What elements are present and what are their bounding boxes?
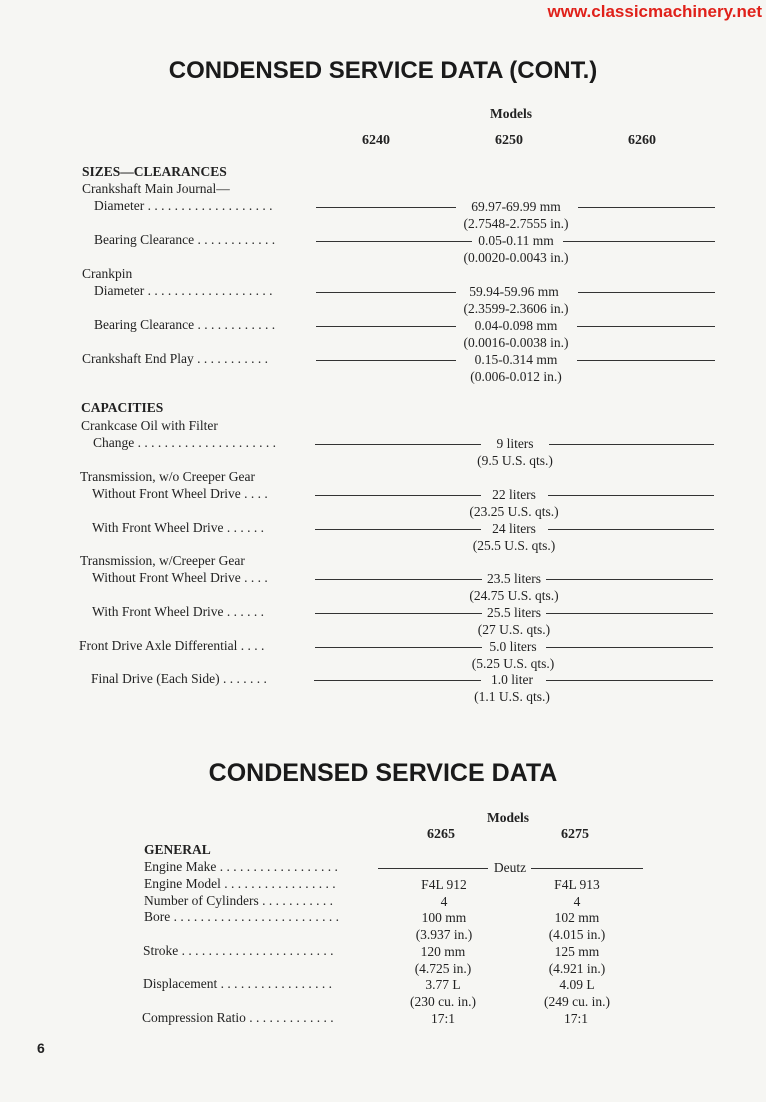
displacement-6275-in: (249 cu. in.)	[544, 994, 610, 1009]
section-title: CONDENSED SERVICE DATA	[208, 759, 558, 787]
engine-make-value: Deutz	[493, 860, 527, 875]
stroke-6275-in: (4.921 in.)	[548, 961, 606, 976]
cylinders-6275: 4	[573, 894, 581, 909]
with-fwd-value-us: (25.5 U.S. qts.)	[472, 538, 556, 553]
endplay-value-in: (0.006-0.012 in.)	[470, 369, 562, 384]
compression-label: Compression Ratio . . . . . . . . . . . . .	[142, 1010, 334, 1025]
stroke-6265: 120 mm	[420, 944, 466, 959]
crankpin-bearing-label: Bearing Clearance . . . . . . . . . . . .	[94, 317, 276, 332]
cylinders-6265: 4	[440, 894, 448, 909]
models-label: Models	[490, 106, 532, 121]
main-diameter-label: Diameter . . . . . . . . . . . . . . . . . . .	[94, 198, 273, 213]
main-diameter-value-in: (2.7548-2.7555 in.)	[463, 216, 569, 231]
compression-6275: 17:1	[563, 1011, 589, 1026]
displacement-label: Displacement . . . . . . . . . . . . . . . . .	[143, 976, 332, 991]
model-6240: 6240	[362, 133, 390, 148]
crankcase-label-1: Crankcase Oil with Filter	[81, 418, 218, 433]
trans-w-creeper-label: Transmission, w/Creeper Gear	[80, 553, 245, 568]
main-diameter-value: 69.97-69.99 mm	[471, 199, 561, 214]
final-drive-label: Final Drive (Each Side) . . . . . . .	[91, 671, 267, 686]
bore-6265-in: (3.937 in.)	[415, 927, 473, 942]
model-6265: 6265	[427, 827, 455, 842]
main-bearing-value: 0.05-0.11 mm	[478, 233, 554, 248]
crankcase-label-2: Change . . . . . . . . . . . . . . . . . . . . .	[93, 435, 276, 450]
bore-label: Bore . . . . . . . . . . . . . . . . . . . . . . . . .	[144, 909, 339, 924]
compression-6265: 17:1	[430, 1011, 456, 1026]
section-title-cont: CONDENSED SERVICE DATA (CONT.)	[168, 57, 598, 84]
with-fwd-label: With Front Wheel Drive . . . . . .	[92, 520, 265, 535]
trans-wo-creeper-label: Transmission, w/o Creeper Gear	[80, 469, 255, 484]
creeper-without-fwd-label: Without Front Wheel Drive . . . .	[92, 570, 268, 585]
stroke-label: Stroke . . . . . . . . . . . . . . . . . . . . . . .	[143, 943, 334, 958]
without-fwd-value-us: (23.25 U.S. qts.)	[469, 504, 559, 519]
engine-model-6265: F4L 912	[421, 877, 467, 892]
crankcase-value: 9 liters	[496, 436, 534, 451]
crankpin-diameter-value: 59.94-59.96 mm	[469, 284, 559, 299]
crankpin-bearing-value: 0.04-0.098 mm	[474, 318, 558, 333]
stroke-6265-in: (4.725 in.)	[414, 961, 472, 976]
stroke-6275: 125 mm	[554, 944, 600, 959]
front-axle-label: Front Drive Axle Differential . . . .	[79, 638, 265, 653]
displacement-6275: 4.09 L	[559, 977, 595, 992]
front-axle-value: 5.0 liters	[489, 639, 537, 654]
displacement-6265: 3.77 L	[425, 977, 461, 992]
with-fwd-value: 24 liters	[492, 521, 536, 536]
front-axle-value-us: (5.25 U.S. qts.)	[471, 656, 555, 671]
displacement-6265-in: (230 cu. in.)	[410, 994, 476, 1009]
crankshaft-main-journal-label: Crankshaft Main Journal—	[82, 181, 230, 196]
creeper-with-fwd-value-us: (27 U.S. qts.)	[477, 622, 551, 637]
endplay-value: 0.15-0.314 mm	[474, 352, 558, 367]
bore-6275: 102 mm	[554, 910, 600, 925]
model-6250: 6250	[495, 133, 523, 148]
site-watermark: www.classicmachinery.net	[547, 2, 762, 21]
crankpin-bearing-value-in: (0.0016-0.0038 in.)	[463, 335, 569, 350]
capacities-heading: CAPACITIES	[81, 400, 164, 415]
engine-make-label: Engine Make . . . . . . . . . . . . . . . . . .	[144, 859, 338, 874]
main-bearing-value-in: (0.0020-0.0043 in.)	[463, 250, 569, 265]
crankpin-diameter-label: Diameter . . . . . . . . . . . . . . . . . . .	[94, 283, 273, 298]
creeper-without-fwd-value: 23.5 liters	[487, 571, 541, 586]
engine-model-label: Engine Model . . . . . . . . . . . . . . . . .	[144, 876, 336, 891]
bore-6275-in: (4.015 in.)	[548, 927, 606, 942]
model-6260: 6260	[628, 133, 656, 148]
endplay-label: Crankshaft End Play . . . . . . . . . . .	[82, 351, 268, 366]
general-heading: GENERAL	[144, 842, 211, 857]
crankpin-diameter-value-in: (2.3599-2.3606 in.)	[463, 301, 569, 316]
crankpin-label: Crankpin	[82, 266, 133, 281]
bore-6265: 100 mm	[421, 910, 467, 925]
model-6275: 6275	[561, 827, 589, 842]
sizes-heading: SIZES—CLEARANCES	[82, 164, 227, 179]
without-fwd-value: 22 liters	[492, 487, 536, 502]
creeper-without-fwd-value-us: (24.75 U.S. qts.)	[469, 588, 559, 603]
crankcase-value-us: (9.5 U.S. qts.)	[477, 453, 553, 468]
models-label-2: Models	[487, 810, 529, 825]
cylinders-label: Number of Cylinders . . . . . . . . . . .	[144, 893, 333, 908]
engine-model-6275: F4L 913	[554, 877, 600, 892]
final-drive-value-us: (1.1 U.S. qts.)	[474, 689, 550, 704]
final-drive-value: 1.0 liter	[491, 672, 533, 687]
without-fwd-label: Without Front Wheel Drive . . . .	[92, 486, 268, 501]
creeper-with-fwd-label: With Front Wheel Drive . . . . . .	[92, 604, 265, 619]
creeper-with-fwd-value: 25.5 liters	[487, 605, 541, 620]
page-number: 6	[37, 1040, 45, 1056]
main-bearing-label: Bearing Clearance . . . . . . . . . . . .	[94, 232, 276, 247]
